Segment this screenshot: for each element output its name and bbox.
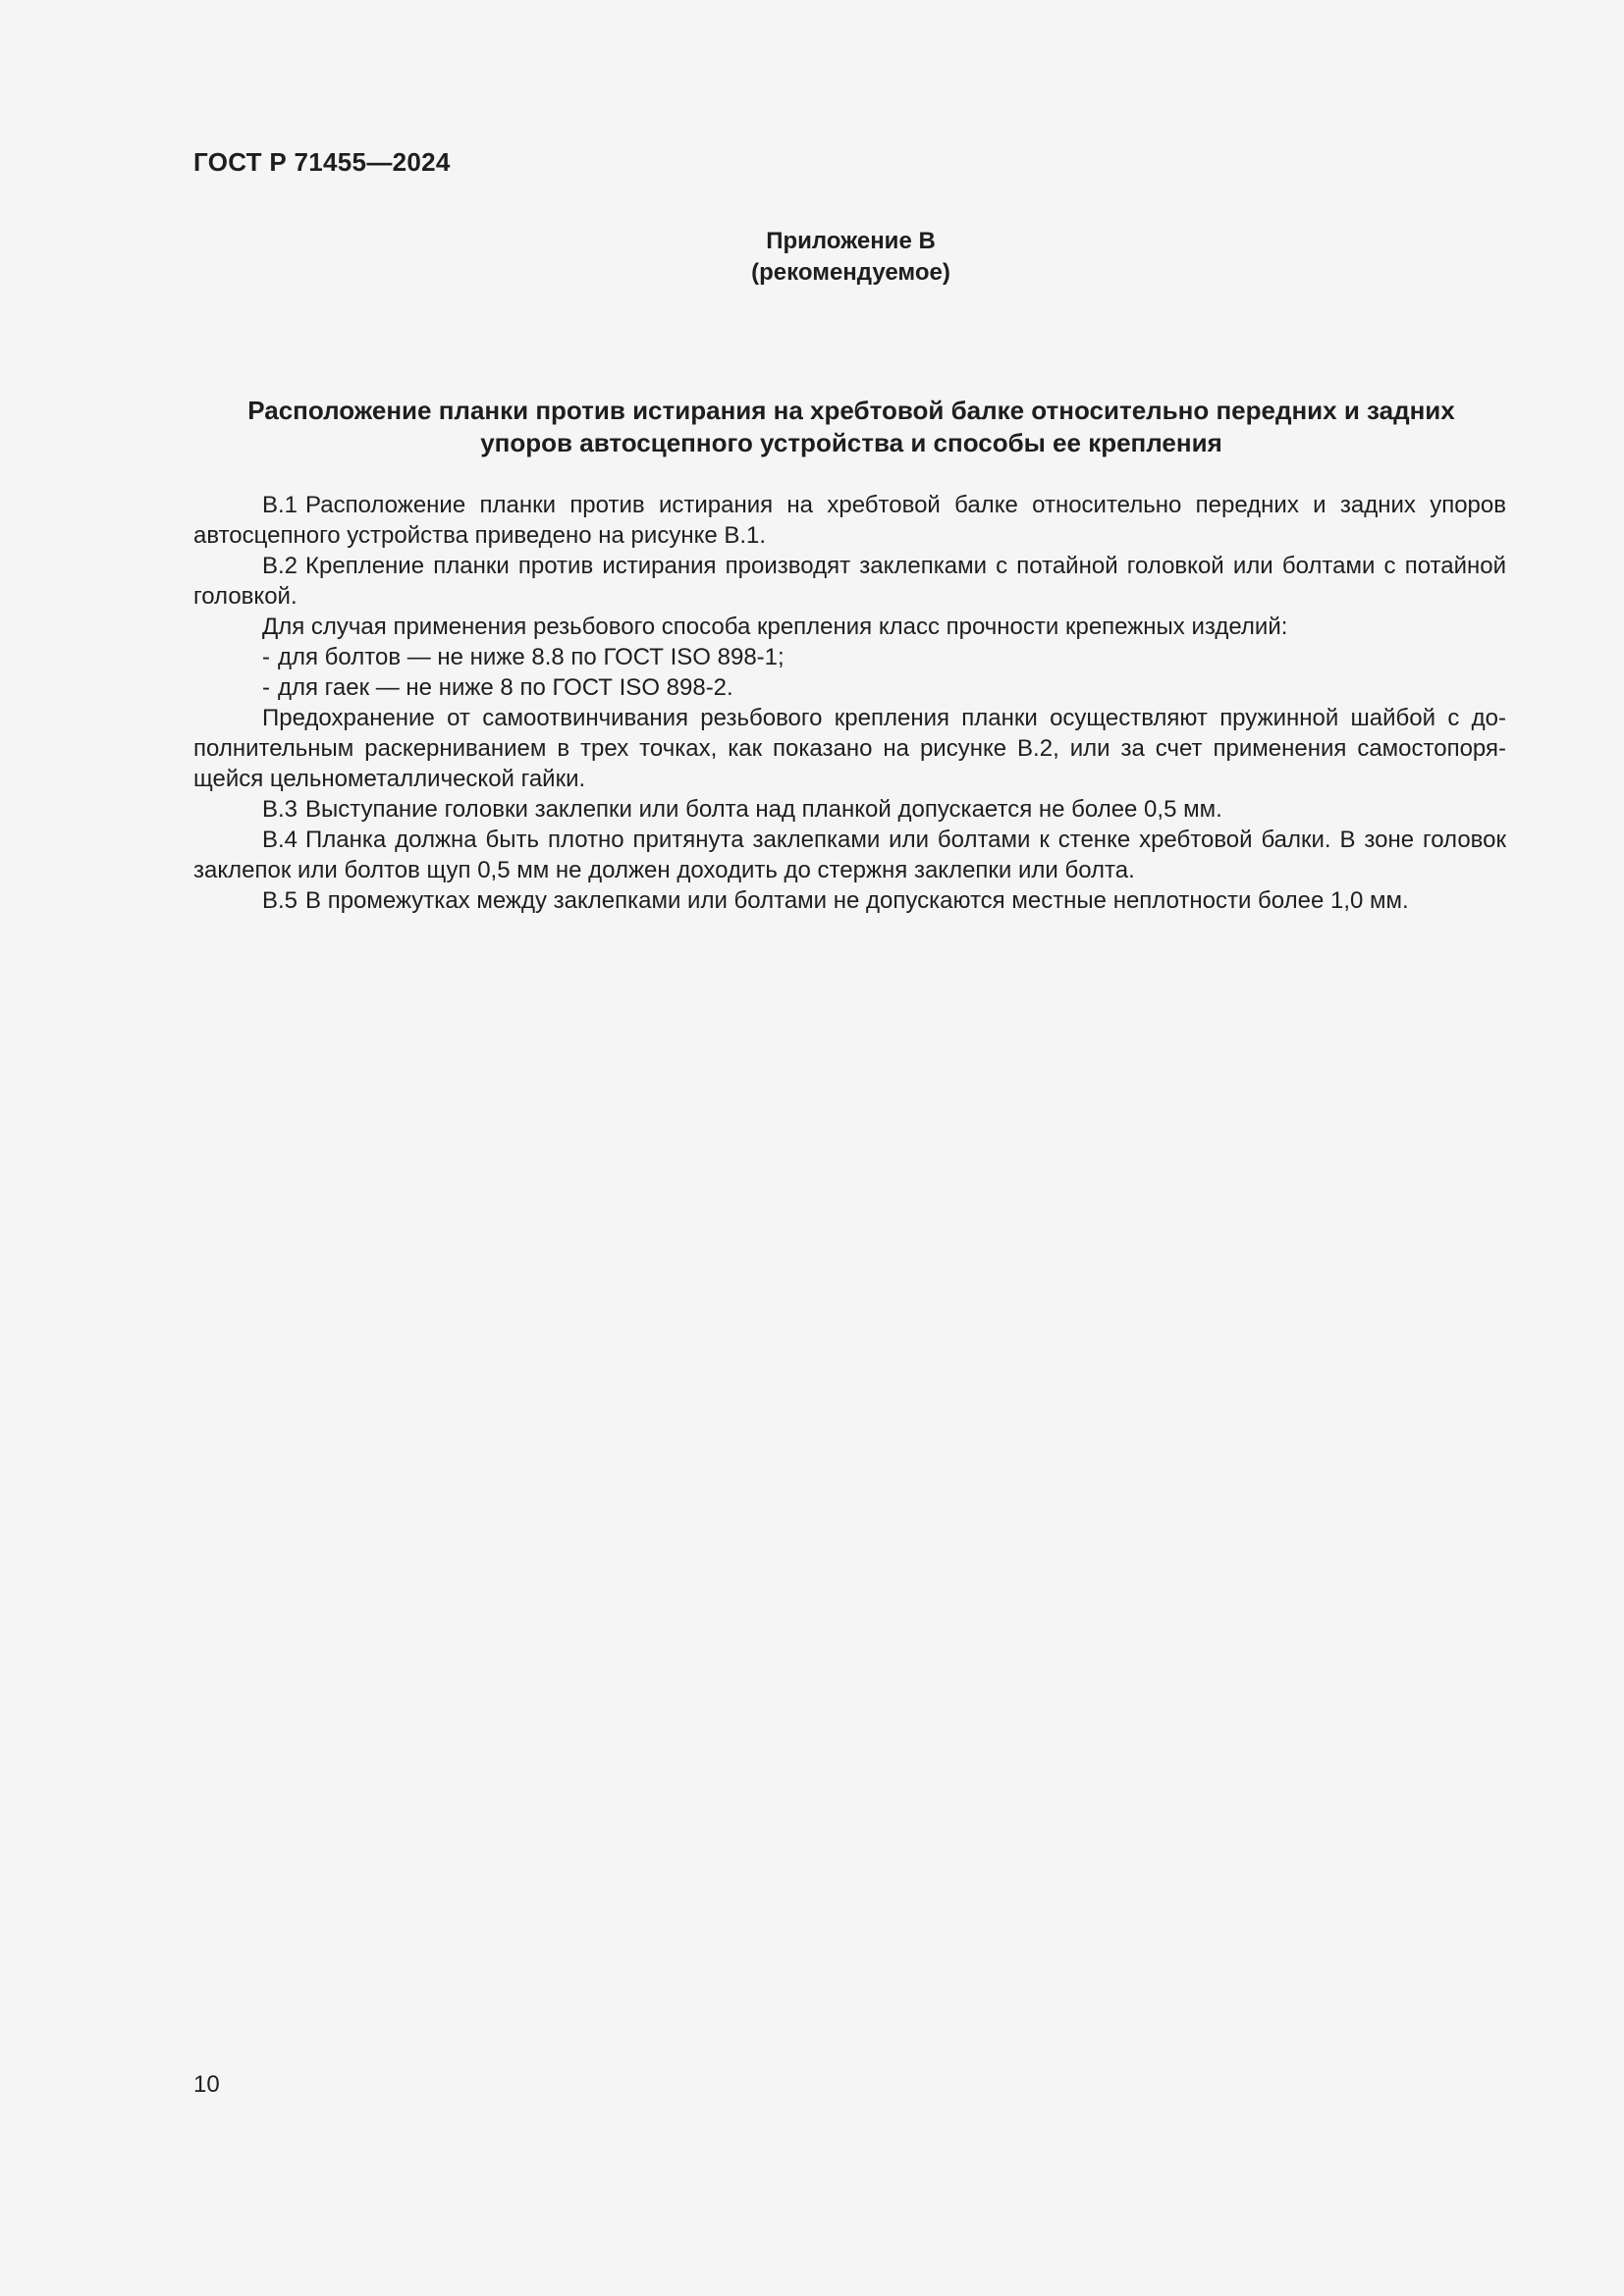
list-item-text: для болтов — не ниже 8.8 по ГОСТ ISO 898-1; (278, 644, 785, 670)
clause-text: Планка должна быть плотно притянута заклепками или болтами к стенке хребтовой балки. В зоне головок заклепок или болтов щуп 0,5 мм не должен доходить до стержня заклепки или болта. (193, 827, 1506, 883)
clause-number: В.4 (262, 827, 298, 853)
paragraph-b1 (193, 490, 1506, 551)
section-title-line-1: Расположение планки против истирания на хребтовой балке относительно передних и задних (247, 396, 1455, 425)
clause-number: В.1 (262, 492, 298, 518)
paragraph-b2 (193, 551, 1506, 612)
clause-text: Расположение планки против истирания на хребтовой балке относительно передних и задних упоров автосцепного устройства приведено на рисунке В.1. (193, 492, 1506, 549)
clause-number: В.3 (262, 796, 298, 823)
list-item-text: для гаек — не ниже 8 по ГОСТ ISO 898-2. (278, 674, 733, 701)
paragraph-b2-strength-class: Для случая применения резьбового способа крепления класс прочности крепежных изделий: (262, 614, 1288, 640)
list-item (193, 672, 1506, 703)
list-item (193, 642, 1506, 672)
appendix-heading (0, 226, 1624, 289)
appendix-status: (рекомендуемое) (751, 259, 950, 286)
paragraph-b3 (193, 794, 1506, 825)
clause-text: Выступание головки заклепки или болта над планкой допускается не более 0,5 мм. (305, 796, 1222, 823)
list-dash: - (262, 644, 270, 670)
clause-number: В.5 (262, 887, 298, 914)
page-number: 10 (193, 2071, 220, 2098)
body-text (193, 490, 1506, 916)
paragraph-b5 (193, 885, 1506, 916)
paragraph-b2-locking: Предохранение от самоотвинчивания резьбового крепления планки осуществляют пружинной шайбой с дополнительным раскерниванием в трех точках, как показано на рисунке В.2, или за счет применения самостопорящейся цельнометаллической гайки. (193, 705, 1506, 792)
clause-text: Крепление планки против истирания производят заклепками с потайной головкой или болтами с потайной головкой. (193, 553, 1506, 610)
list-dash: - (262, 674, 270, 701)
document-code-header: ГОСТ Р 71455—2024 (193, 147, 451, 177)
clause-text: В промежутках между заклепками или болтами не допускаются местные неплотности более 1,0 мм. (305, 887, 1409, 914)
section-title (193, 395, 1509, 459)
appendix-title: Приложение В (766, 228, 936, 254)
clause-number: В.2 (262, 553, 298, 579)
paragraph-b4 (193, 825, 1506, 885)
section-title-line-2: упоров автосцепного устройства и способы ее крепления (480, 428, 1222, 457)
